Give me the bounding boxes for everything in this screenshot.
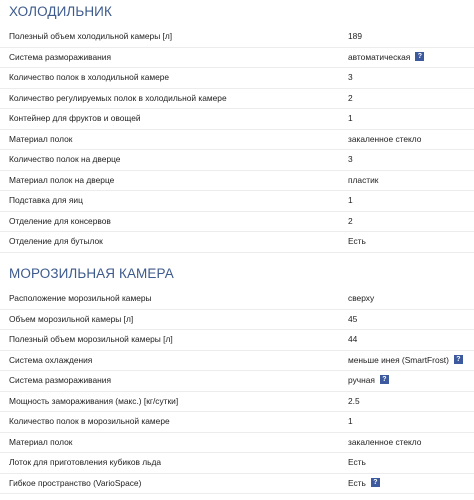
freezer-section-title: МОРОЗИЛЬНАЯ КАМЕРА <box>9 266 174 281</box>
spec-value-text: закаленное стекло <box>348 436 422 447</box>
spec-label: Материал полок на дверце <box>9 174 115 185</box>
spec-value <box>348 289 374 309</box>
spec-value-text: 189 <box>348 31 362 41</box>
spec-value-text: автоматическая <box>348 51 411 62</box>
spec-value <box>348 474 380 494</box>
spec-row <box>0 310 474 331</box>
spec-value <box>348 68 353 88</box>
help-icon[interactable]: ? <box>380 375 389 384</box>
help-icon[interactable]: ? <box>454 355 463 364</box>
fridge-spec-list <box>0 27 474 253</box>
spec-value <box>348 150 353 170</box>
spec-value-text: Есть <box>348 477 366 488</box>
spec-value <box>348 232 366 252</box>
spec-label: Расположение морозильной камеры <box>9 293 152 303</box>
spec-row <box>0 371 474 392</box>
spec-value-text: 45 <box>348 313 358 324</box>
spec-value-text: 2 <box>348 215 353 226</box>
spec-row <box>0 150 474 171</box>
spec-value <box>348 109 353 129</box>
spec-row <box>0 89 474 110</box>
spec-value <box>348 89 353 109</box>
spec-value-text: ручная <box>348 375 375 385</box>
spec-row <box>0 130 474 151</box>
spec-label: Лоток для приготовления кубиков льда <box>9 457 162 467</box>
spec-label: Количество полок в морозильной камере <box>9 416 170 426</box>
spec-label: Мощность замораживания (макс.) [кг/сутки] <box>9 395 179 406</box>
spec-row <box>0 433 474 454</box>
spec-value <box>348 191 353 211</box>
spec-value-text: 3 <box>348 72 353 82</box>
spec-value-text: Есть <box>348 236 366 246</box>
spec-row <box>0 68 474 89</box>
spec-value-text: 3 <box>348 154 353 164</box>
spec-value <box>348 130 421 150</box>
help-icon[interactable]: ? <box>415 52 424 61</box>
spec-value-text: 1 <box>348 113 353 123</box>
spec-value-text: 2.5 <box>348 395 360 406</box>
spec-value <box>348 330 357 350</box>
spec-label: Гибкое пространство (VarioSpace) <box>9 477 142 488</box>
spec-label: Отделение для консервов <box>9 215 111 226</box>
spec-label: Материал полок <box>9 436 73 447</box>
spec-value <box>348 392 360 412</box>
spec-value <box>348 351 463 371</box>
spec-label: Количество полок на дверце <box>9 154 121 164</box>
spec-value-text: сверху <box>348 293 375 303</box>
spec-row <box>0 191 474 212</box>
fridge-section-title: ХОЛОДИЛЬНИК <box>9 4 112 19</box>
spec-value-text: Есть <box>348 457 366 467</box>
spec-label: Полезный объем морозильной камеры [л] <box>9 334 173 344</box>
spec-label: Полезный объем холодильной камеры [л] <box>9 31 173 41</box>
help-icon[interactable]: ? <box>371 478 380 487</box>
spec-row <box>0 171 474 192</box>
spec-value <box>348 412 353 432</box>
freezer-section <box>0 262 474 494</box>
spec-value <box>348 433 421 453</box>
spec-label: Количество регулируемых полок в холодильной камере <box>9 92 227 103</box>
spec-value-text: 1 <box>348 195 353 205</box>
spec-value-text: меньше инея (SmartFrost) <box>348 354 449 365</box>
spec-row <box>0 232 474 253</box>
spec-label: Контейнер для фруктов и овощей <box>9 113 141 123</box>
spec-value <box>348 371 389 391</box>
spec-value <box>348 171 378 191</box>
spec-row <box>0 289 474 310</box>
spec-row <box>0 27 474 48</box>
spec-value <box>348 310 357 330</box>
spec-row <box>0 212 474 233</box>
spec-row <box>0 392 474 413</box>
spec-value <box>348 212 353 232</box>
spec-row <box>0 48 474 69</box>
spec-value <box>348 453 366 473</box>
spec-label: Подставка для яиц <box>9 195 83 205</box>
spec-value <box>348 48 424 68</box>
spec-value-text: 44 <box>348 334 358 344</box>
spec-label: Отделение для бутылок <box>9 236 103 246</box>
spec-value-text: пластик <box>348 174 379 185</box>
spec-row <box>0 351 474 372</box>
spec-row <box>0 474 474 495</box>
spec-label: Система размораживания <box>9 375 111 385</box>
spec-row <box>0 412 474 433</box>
spec-value-text: 1 <box>348 416 353 426</box>
spec-label: Система размораживания <box>9 51 111 62</box>
spec-value <box>348 27 362 47</box>
spec-value-text: 2 <box>348 92 353 103</box>
spec-label: Система охлаждения <box>9 354 93 365</box>
spec-row <box>0 330 474 351</box>
spec-label: Материал полок <box>9 133 73 144</box>
spec-row <box>0 453 474 474</box>
spec-value-text: закаленное стекло <box>348 133 422 144</box>
spec-label: Количество полок в холодильной камере <box>9 72 170 82</box>
spec-row <box>0 109 474 130</box>
spec-label: Объем морозильной камеры [л] <box>9 313 134 324</box>
freezer-spec-list <box>0 289 474 494</box>
